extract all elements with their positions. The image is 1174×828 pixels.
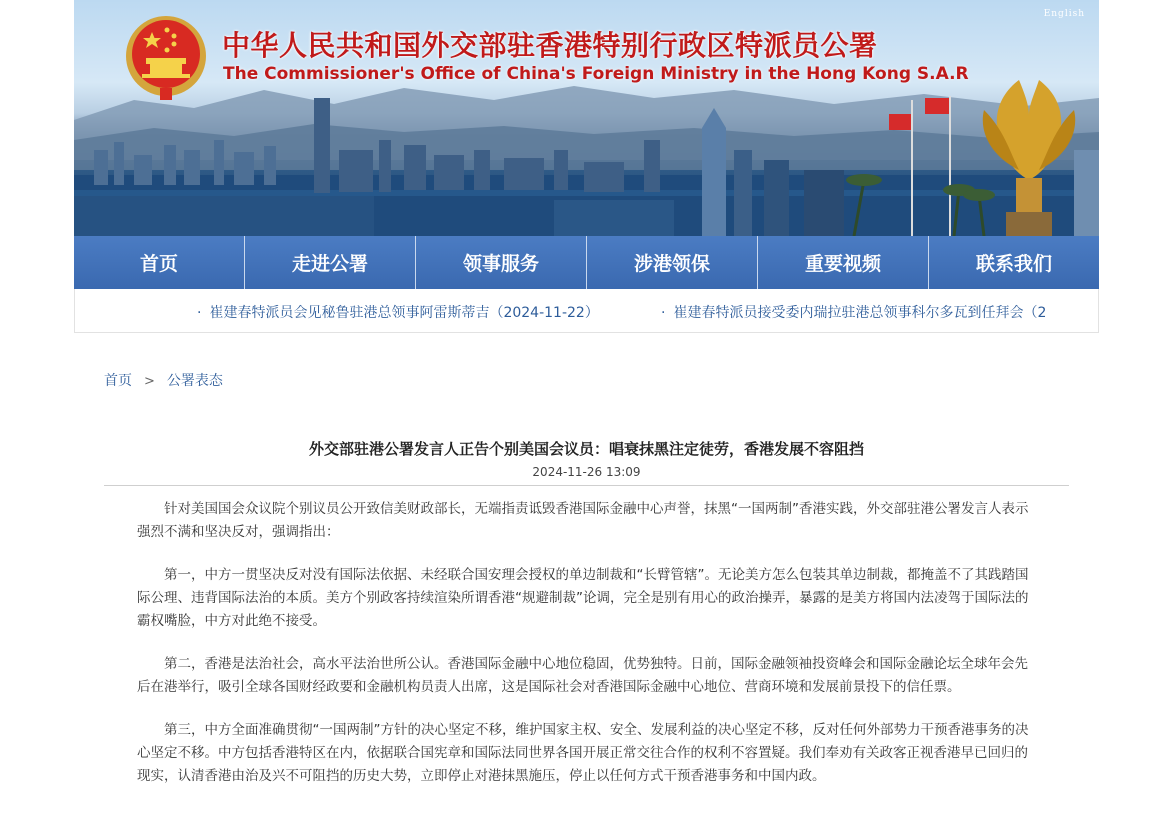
article-body xyxy=(137,498,1034,808)
article-paragraph: 第二，香港是法治社会，高水平法治世所公认。香港国际金融中心地位稳固，优势独特。日前，国际金融领袖投资峰会和国际金融论坛全球年会先后在港举行，吸引全球各国财经政要和金融机构员责人出席，这是国际社会对香港国际金融中心地位、营商环境和发展前景投下的信任票。 xyxy=(137,656,1028,695)
bullet-icon: · xyxy=(661,305,666,321)
news-ticker xyxy=(74,289,1099,333)
site-title-cn: 中华人民共和国外交部驻香港特别行政区特派员公署 xyxy=(222,29,878,62)
english-language-link[interactable]: English xyxy=(1043,9,1085,19)
main-nav xyxy=(74,236,1099,289)
breadcrumb-current-link[interactable]: 公署表态 xyxy=(166,373,223,389)
nav-item-consular-protection[interactable]: 涉港领保 xyxy=(587,236,758,289)
breadcrumb xyxy=(104,370,223,390)
article-paragraph: 针对美国国会众议院个别议员公开致信美财政部长，无端指责诋毁香港国际金融中心声誉，抹黑“一国两制”香港实践，外交部驻港公署发言人表示强烈不满和坚决反对，强调指出： xyxy=(137,501,1029,540)
ticker-item[interactable] xyxy=(661,302,1046,322)
nav-item-home[interactable]: 首页 xyxy=(74,236,245,289)
chevron-right-icon: > xyxy=(144,374,155,389)
nav-item-about[interactable]: 走进公署 xyxy=(245,236,416,289)
site-title-en: The Commissioner's Office of China's Foreign Ministry in the Hong Kong S.A.R xyxy=(223,64,969,84)
nav-item-consular-services[interactable]: 领事服务 xyxy=(416,236,587,289)
article-title: 外交部驻港公署发言人正告个别美国会议员：唱衰抹黑注定徒劳，香港发展不容阻挡 xyxy=(308,440,864,458)
breadcrumb-home-link[interactable]: 首页 xyxy=(104,373,132,389)
title-divider xyxy=(104,485,1069,486)
header-banner xyxy=(74,0,1099,236)
article-date: 2024-11-26 13:09 xyxy=(532,465,641,479)
bullet-icon: · xyxy=(197,305,202,321)
ticker-item-text: 崔建春特派员接受委内瑞拉驻港总领事科尔多瓦到任拜会（2 xyxy=(673,305,1047,321)
article-paragraph: 第一，中方一贯坚决反对没有国际法依据、未经联合国安理会授权的单边制裁和“长臂管辖”。无论美方怎么包装其单边制裁，都掩盖不了其践踏国际公理、违背国际法治的本质。美方个别政客持续渲染所谓香港“规避制裁”论调，完全是别有用心的政治操弄，暴露的是美方将国内法凌驾于国际法的霸权嘴脸，中方对此绝不接受。 xyxy=(137,567,1029,629)
article-paragraph: 第三，中方全面准确贯彻“一国两制”方针的决心坚定不移，维护国家主权、安全、发展利益的决心坚定不移，反对任何外部势力干预香港事务的决心坚定不移。中方包括香港特区在内，依据联合国宪章和国际法同世界各国开展正常交往合作的权利不容置疑。我们奉劝有关政客正视香港早已回归的现实，认清香港由治及兴不可阻挡的历史大势，立即停止对港抹黑施压，停止以任何方式干预香港事务和中国内政。 xyxy=(137,722,1029,784)
nav-item-videos[interactable]: 重要视频 xyxy=(758,236,929,289)
ticker-item-text: 崔建春特派员会见秘鲁驻港总领事阿雷斯蒂吉（2024-11-22） xyxy=(209,305,599,321)
ticker-item[interactable] xyxy=(197,302,599,322)
nav-item-contact[interactable]: 联系我们 xyxy=(929,236,1099,289)
national-emblem-icon xyxy=(122,12,210,108)
